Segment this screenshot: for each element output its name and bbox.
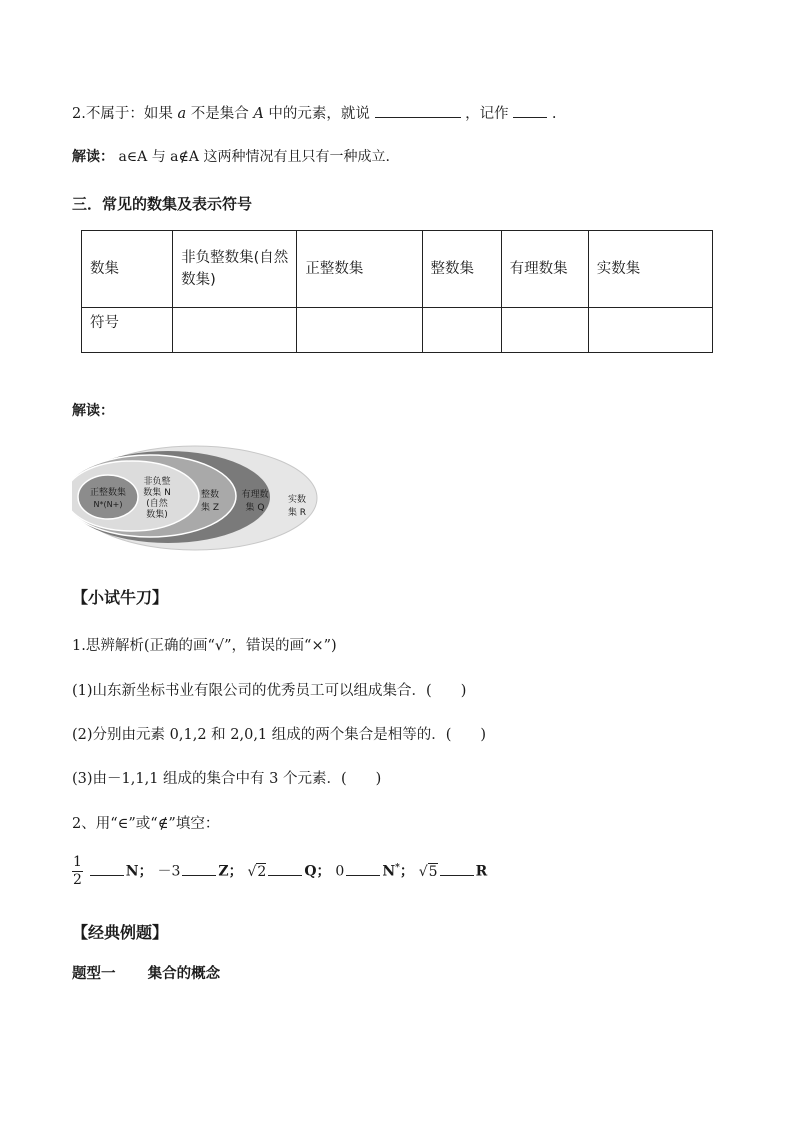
interpretation-text: a∈A 与 a∉A 这两种情况有且只有一种成立.: [118, 149, 390, 165]
answer-cell[interactable]: [501, 308, 588, 353]
venn-label-natural: 非负整: [143, 477, 171, 487]
venn-label-integer: 整数: [200, 490, 220, 500]
answer-cell[interactable]: [297, 308, 422, 353]
number-sets-venn-diagram: [72, 444, 322, 552]
sqrt-two: √2: [247, 863, 267, 880]
answer-blank[interactable]: [440, 863, 474, 876]
venn-label-positive-symbol: N*(N+): [93, 500, 123, 509]
practice-question-1-1: (1)山东新坐标书业有限公司的优秀员工可以组成集合．( ): [72, 683, 467, 699]
practice-question-2: 2、用“∈”或“∉”填空：: [72, 816, 220, 832]
venn-label-positive: 正整数集: [89, 488, 127, 498]
practice-question-1: 1.思辨解析(正确的画“√”，错误的画“×”): [72, 638, 337, 654]
answer-blank[interactable]: [346, 863, 380, 876]
venn-label-real: 集 R: [287, 508, 307, 518]
membership-fill-line: $\frac{1}{2}$ N； －3 Z； √2 Q； 0 N*； √5 R: [73, 854, 488, 888]
table-row: [82, 308, 713, 353]
examples-title: 【经典例题】: [72, 923, 169, 942]
interpretation-line: [72, 146, 390, 166]
venn-label-natural: (自然: [146, 499, 168, 509]
interpretation-label: 解读：: [72, 403, 114, 419]
table-cell: 非负整数集(自然数集): [173, 231, 297, 308]
fill-blank-long[interactable]: [375, 103, 461, 118]
venn-label-natural: 数集): [146, 510, 168, 520]
table-cell: 符号: [82, 308, 173, 353]
fill-blank-short[interactable]: [513, 103, 547, 118]
venn-label-integer: 集 Z: [200, 503, 220, 513]
answer-blank[interactable]: [182, 863, 216, 876]
venn-label-rational: 有理数: [241, 490, 269, 500]
sqrt-five: √5: [418, 863, 438, 880]
type-heading: 题型一 集合的概念: [72, 965, 221, 982]
fraction-one-half: $\frac{1}{2}$: [73, 854, 82, 888]
answer-blank[interactable]: [268, 863, 302, 876]
section-title: 三．常见的数集及表示符号: [72, 195, 253, 213]
table-cell: 正整数集: [297, 231, 422, 308]
answer-cell[interactable]: [422, 308, 501, 353]
practice-question-1-2: (2)分别由元素 0,1,2 和 2,0,1 组成的两个集合是相等的．( ): [72, 727, 487, 743]
practice-title: 【小试牛刀】: [72, 588, 169, 607]
venn-label-rational: 集 Q: [245, 503, 265, 513]
interpretation-label: 解读：: [72, 149, 114, 165]
table-cell: 有理数集: [501, 231, 588, 308]
membership-definition-line: 2.不属于：如果 a 不是集合 A 中的元素，就说 ，记作 .: [72, 102, 556, 123]
number-sets-table: [81, 230, 713, 353]
venn-label-natural: 数集 N: [143, 488, 171, 498]
answer-blank[interactable]: [90, 863, 124, 876]
practice-question-1-3: (3)由－1,1,1 组成的集合中有 3 个元素．( ): [72, 771, 382, 787]
answer-cell[interactable]: [173, 308, 297, 353]
table-cell: 整数集: [422, 231, 501, 308]
answer-cell[interactable]: [588, 308, 712, 353]
table-cell: 实数集: [588, 231, 712, 308]
table-cell: 数集: [82, 231, 173, 308]
table-row: [82, 231, 713, 308]
venn-label-real: 实数: [287, 495, 307, 505]
